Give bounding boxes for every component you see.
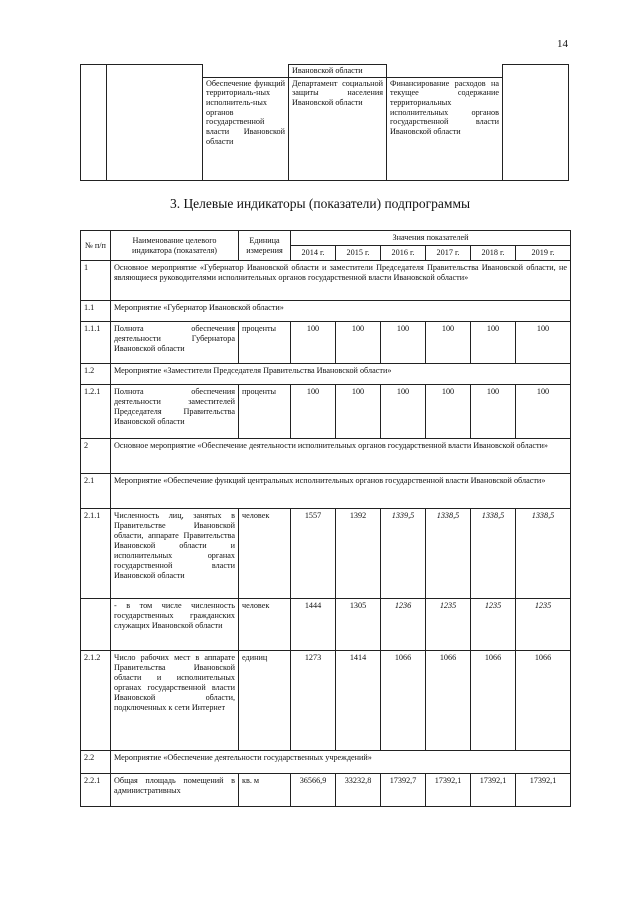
indicator-value: 33232,8 xyxy=(336,774,381,807)
indicator-value: 17392,1 xyxy=(471,774,516,807)
row-number: 2.1 xyxy=(81,474,111,509)
activity-title: Основное мероприятие «Обеспечение деятельности исполнительных органов государственной власти Ивановской области» xyxy=(111,439,571,474)
indicator-value: 100 xyxy=(381,322,426,364)
indicator-value: 17392,1 xyxy=(516,774,571,807)
row-number: 2.1.1 xyxy=(81,509,111,599)
indicator-value: 1557 xyxy=(291,509,336,599)
header-year: 2014 г. xyxy=(291,246,336,261)
indicator-value: 100 xyxy=(291,385,336,439)
header-indicator-name: Наименование целевого индикатора (показателя) xyxy=(111,231,239,261)
activity-title: Мероприятие «Обеспечение функций центральных исполнительных органов государственной власти Ивановской области» xyxy=(111,474,571,509)
indicator-value: 1273 xyxy=(291,651,336,751)
indicator-value: 1338,5 xyxy=(471,509,516,599)
header-num: № п/п xyxy=(81,231,111,261)
indicator-unit: кв. м xyxy=(239,774,291,807)
indicator-value: 1066 xyxy=(516,651,571,751)
indicator-value: 1236 xyxy=(381,599,426,651)
table-row-activity xyxy=(81,439,571,474)
header-unit: Единица измерения xyxy=(239,231,291,261)
indicator-value: 100 xyxy=(336,385,381,439)
continuation-cell-blank-2 xyxy=(387,65,503,78)
table-row-indicator xyxy=(81,599,571,651)
header-year: 2016 г. xyxy=(381,246,426,261)
continuation-cell-last xyxy=(503,65,569,181)
table-row-activity xyxy=(81,364,571,385)
indicator-name: Число рабочих мест в аппарате Правительства Ивановской области и исполнительных органах государственной власти Ивановской области, подключенных к сети Интернет xyxy=(111,651,239,751)
continuation-cell-blank xyxy=(203,65,289,78)
continuation-cell-num xyxy=(81,65,107,181)
header-year: 2015 г. xyxy=(336,246,381,261)
page-number: 14 xyxy=(557,38,568,50)
row-number xyxy=(81,599,111,651)
indicator-value: 1066 xyxy=(471,651,516,751)
indicator-value: 1235 xyxy=(426,599,471,651)
row-number: 2.1.2 xyxy=(81,651,111,751)
indicator-value: 17392,1 xyxy=(426,774,471,807)
activity-title: Основное мероприятие «Губернатор Ивановской области и заместители Председателя Правительства Ивановской области, не являющиеся руководителями исполнительных органов государственной власти Ивановской области» xyxy=(111,261,571,301)
table-row-activity xyxy=(81,301,571,322)
header-year: 2017 г. xyxy=(426,246,471,261)
indicator-value: 100 xyxy=(516,322,571,364)
table-row-activity xyxy=(81,261,571,301)
row-number: 1 xyxy=(81,261,111,301)
indicator-name: Общая площадь помещений в административных xyxy=(111,774,239,807)
indicator-value: 100 xyxy=(381,385,426,439)
indicator-value: 100 xyxy=(336,322,381,364)
table-row-indicator xyxy=(81,385,571,439)
indicator-value: 1444 xyxy=(291,599,336,651)
table-row-indicator xyxy=(81,322,571,364)
table-row-indicator xyxy=(81,509,571,599)
indicator-unit: проценты xyxy=(239,322,291,364)
indicator-value: 1338,5 xyxy=(426,509,471,599)
indicator-value: 1414 xyxy=(336,651,381,751)
activity-title: Мероприятие «Заместители Председателя Правительства Ивановской области» xyxy=(111,364,571,385)
indicator-value: 1305 xyxy=(336,599,381,651)
continuation-activity: Обеспечение функций территориаль-ных исполнитель-ных органов государственной власти Ивановской области xyxy=(203,77,289,180)
indicator-value: 1338,5 xyxy=(516,509,571,599)
indicator-value: 17392,7 xyxy=(381,774,426,807)
header-year: 2018 г. xyxy=(471,246,516,261)
indicator-value: 100 xyxy=(471,322,516,364)
indicator-value: 36566,9 xyxy=(291,774,336,807)
indicator-name: Полнота обеспечения деятельности заместителей Председателя Правительства Ивановской области xyxy=(111,385,239,439)
indicator-name: - в том числе численность государственных гражданских служащих Ивановской области xyxy=(111,599,239,651)
row-number: 1.1 xyxy=(81,301,111,322)
indicator-unit: единиц xyxy=(239,651,291,751)
row-number: 2.2 xyxy=(81,751,111,774)
indicator-unit: проценты xyxy=(239,385,291,439)
header-values-group: Значения показателей xyxy=(291,231,571,246)
indicator-value: 1339,5 xyxy=(381,509,426,599)
continuation-region-line: Ивановской области xyxy=(289,65,387,78)
table-row-indicator xyxy=(81,774,571,807)
indicator-value: 100 xyxy=(516,385,571,439)
row-number: 1.2.1 xyxy=(81,385,111,439)
row-number: 2 xyxy=(81,439,111,474)
row-number: 1.2 xyxy=(81,364,111,385)
indicator-name: Численность лиц, занятых в Правительстве Ивановской области, аппарате Правительства Ивановской области и исполнительных органах государственной власти Ивановской области xyxy=(111,509,239,599)
section-title: 3. Целевые индикаторы (показатели) подпрограммы xyxy=(169,196,471,211)
indicator-name: Полнота обеспечения деятельности Губернатора Ивановской области xyxy=(111,322,239,364)
table-body xyxy=(81,261,571,807)
indicator-value: 100 xyxy=(426,385,471,439)
table-row-activity xyxy=(81,474,571,509)
indicator-value: 1235 xyxy=(516,599,571,651)
indicator-value: 100 xyxy=(291,322,336,364)
indicator-value: 1066 xyxy=(426,651,471,751)
table-row-activity xyxy=(81,751,571,774)
continuation-table xyxy=(80,64,569,181)
indicator-value: 100 xyxy=(426,322,471,364)
indicator-value: 100 xyxy=(471,385,516,439)
indicator-value: 1066 xyxy=(381,651,426,751)
header-year: 2019 г. xyxy=(516,246,571,261)
indicator-unit: человек xyxy=(239,599,291,651)
indicator-value: 1392 xyxy=(336,509,381,599)
continuation-executor: Департамент социальной защиты населения Ивановской области xyxy=(289,77,387,180)
row-number: 2.2.1 xyxy=(81,774,111,807)
activity-title: Мероприятие «Губернатор Ивановской области» xyxy=(111,301,571,322)
row-number: 1.1.1 xyxy=(81,322,111,364)
table-row-indicator xyxy=(81,651,571,751)
indicator-value: 1235 xyxy=(471,599,516,651)
activity-title: Мероприятие «Обеспечение деятельности государственных учреждений» xyxy=(111,751,571,774)
indicators-table xyxy=(80,230,571,807)
continuation-cell-empty xyxy=(107,65,203,181)
indicator-unit: человек xyxy=(239,509,291,599)
continuation-description: Финансирование расходов на текущее содержание территориальных исполнительных органов государственной власти Ивановской области xyxy=(387,77,503,180)
